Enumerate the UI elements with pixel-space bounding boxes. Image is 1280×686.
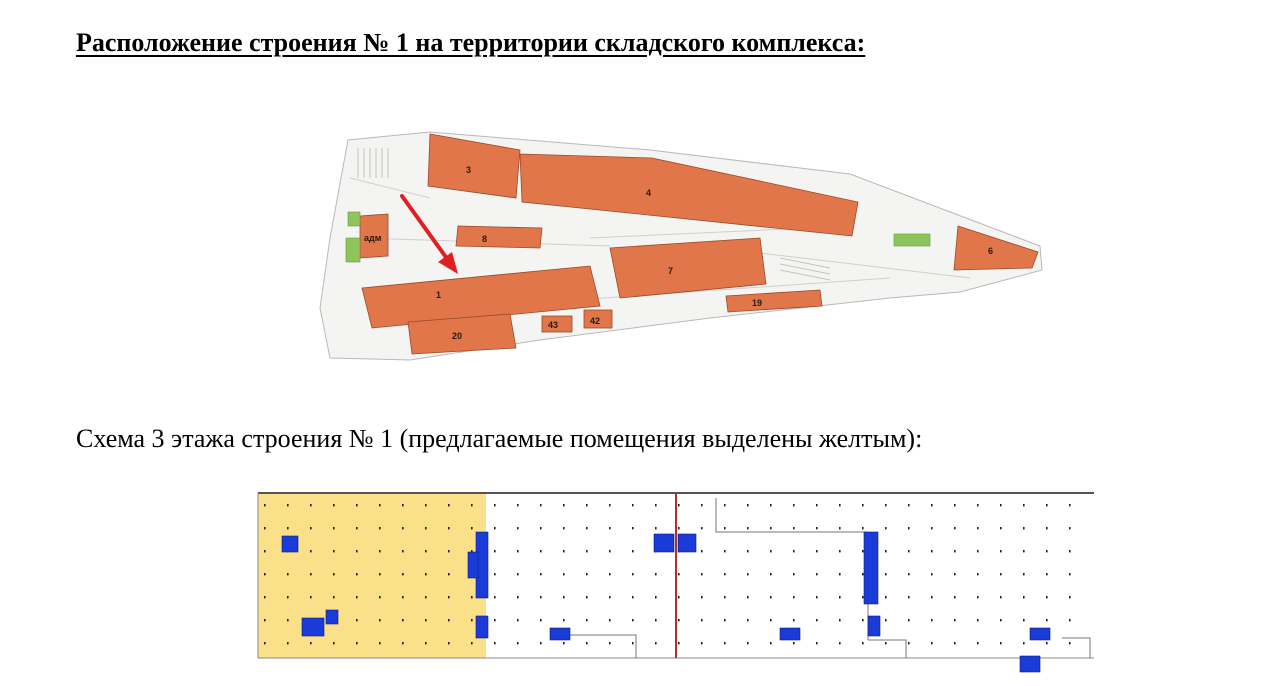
grid-column-mark [1023,573,1025,575]
grid-column-mark [954,596,956,598]
grid-column-mark [977,550,979,552]
building-label-43: 43 [548,320,559,330]
grid-column-mark [517,619,519,621]
grid-column-mark [839,573,841,575]
grid-column-mark [678,642,680,644]
grid-column-mark [402,642,404,644]
grid-column-mark [287,619,289,621]
grid-column-mark [1023,619,1025,621]
grid-column-mark [517,504,519,506]
grid-column-mark [425,642,427,644]
grid-column-mark [678,504,680,506]
grid-column-mark [264,642,266,644]
building-label-19: 19 [752,298,763,308]
grid-column-mark [494,527,496,529]
grid-column-mark [264,619,266,621]
grid-column-mark [977,504,979,506]
grid-column-mark [356,573,358,575]
grid-column-mark [724,573,726,575]
grid-column-mark [471,527,473,529]
grid-column-mark [885,573,887,575]
building-label-6: 6 [988,246,994,256]
grid-column-mark [862,504,864,506]
grid-column-mark [908,642,910,644]
grid-column-mark [724,642,726,644]
grid-column-mark [609,550,611,552]
grid-column-mark [632,504,634,506]
grid-column-mark [655,619,657,621]
grid-column-mark [931,596,933,598]
grid-column-mark [563,642,565,644]
grid-column-mark [678,619,680,621]
grid-column-mark [747,619,749,621]
grid-column-mark [862,527,864,529]
grid-column-mark [816,504,818,506]
grid-column-mark [379,504,381,506]
grid-column-mark [655,527,657,529]
grid-column-mark [793,596,795,598]
grid-column-mark [448,527,450,529]
building-label-1: 1 [436,290,442,300]
grid-column-mark [816,550,818,552]
grid-column-mark [885,619,887,621]
grid-column-mark [471,619,473,621]
grid-column-mark [586,573,588,575]
grid-column-mark [402,596,404,598]
grid-column-mark [1023,527,1025,529]
grid-column-mark [977,573,979,575]
grid-column-mark [747,527,749,529]
grid-column-mark [793,527,795,529]
grid-column-mark [632,573,634,575]
grid-column-mark [402,619,404,621]
grid-column-mark [1000,596,1002,598]
grid-column-mark [724,550,726,552]
building-8 [456,226,542,248]
grid-column-mark [954,504,956,506]
grid-column-mark [724,527,726,529]
grid-column-mark [839,504,841,506]
grid-column-mark [586,504,588,506]
grid-column-mark [586,642,588,644]
grid-column-mark [563,550,565,552]
grid-column-mark [310,527,312,529]
grid-column-mark [747,550,749,552]
grid-column-mark [586,527,588,529]
grid-column-mark [1000,550,1002,552]
grid-column-mark [793,619,795,621]
grid-column-mark [678,596,680,598]
grid-column-mark [264,596,266,598]
grid-column-mark [425,527,427,529]
grid-column-mark [977,596,979,598]
grid-column-mark [1046,504,1048,506]
grid-column-mark [908,527,910,529]
grid-column-mark [770,527,772,529]
grid-column-mark [471,642,473,644]
grid-column-mark [747,504,749,506]
grid-column-mark [356,504,358,506]
grid-column-mark [931,504,933,506]
grid-column-mark [425,596,427,598]
grid-column-mark [609,596,611,598]
grid-column-mark [425,504,427,506]
grid-column-mark [264,550,266,552]
grid-column-mark [632,550,634,552]
grid-column-mark [402,550,404,552]
grid-column-mark [977,619,979,621]
grid-column-mark [862,573,864,575]
grid-column-mark [678,527,680,529]
grid-column-mark [287,573,289,575]
grid-column-mark [540,596,542,598]
grid-column-mark [333,550,335,552]
grid-column-mark [839,596,841,598]
grid-column-mark [954,642,956,644]
grid-column-mark [1046,596,1048,598]
grid-column-mark [1046,573,1048,575]
grid-column-mark [954,527,956,529]
grid-column-mark [1000,504,1002,506]
grid-column-mark [655,596,657,598]
grid-column-mark [494,550,496,552]
grid-column-mark [862,642,864,644]
grid-column-mark [310,642,312,644]
grid-column-mark [494,573,496,575]
grid-column-mark [448,550,450,552]
grid-column-mark [540,550,542,552]
grid-column-mark [356,596,358,598]
grid-column-mark [885,642,887,644]
grid-column-mark [954,550,956,552]
grid-column-mark [287,504,289,506]
grid-column-mark [333,642,335,644]
grid-column-mark [1023,504,1025,506]
grid-column-mark [931,573,933,575]
grid-column-mark [977,527,979,529]
grid-column-mark [931,550,933,552]
grid-column-mark [540,642,542,644]
grid-column-mark [655,573,657,575]
grid-column-mark [954,619,956,621]
building-label-7: 7 [668,266,674,276]
grid-column-mark [770,596,772,598]
grid-column-mark [724,596,726,598]
grid-column-mark [701,527,703,529]
grid-column-mark [1046,550,1048,552]
grid-column-mark [333,504,335,506]
grid-column-mark [448,596,450,598]
offered-premises-highlight [258,494,486,658]
inner-partitions [568,498,1090,658]
grid-column-mark [908,550,910,552]
grid-column-mark [839,642,841,644]
grid-column-mark [379,596,381,598]
grid-column-mark [770,573,772,575]
site-location-heading: Расположение строения № 1 на территории складского комплекса: [76,28,866,57]
grid-column-mark [310,573,312,575]
grid-column-mark [908,596,910,598]
grid-column-mark [816,619,818,621]
grid-column-mark [333,527,335,529]
grid-column-mark [402,573,404,575]
grid-column-mark [494,642,496,644]
grid-column-mark [885,527,887,529]
building-label-42: 42 [590,316,601,326]
grid-column-mark [747,573,749,575]
grid-column-mark [954,573,956,575]
grid-column-mark [310,504,312,506]
building-label-8: 8 [482,234,488,244]
grid-column-mark [1023,596,1025,598]
grid-column-mark [885,596,887,598]
grid-column-mark [494,504,496,506]
building-label-3: 3 [466,165,472,175]
grid-column-mark [356,619,358,621]
grid-column-mark [793,504,795,506]
grid-column-mark [908,619,910,621]
grid-column-mark [632,642,634,644]
grid-column-mark [356,527,358,529]
grid-column-mark [379,550,381,552]
grid-column-mark [448,504,450,506]
grid-column-mark [517,596,519,598]
grid-column-mark [931,642,933,644]
grid-column-mark [701,504,703,506]
grid-column-mark [793,573,795,575]
grid-column-mark [655,642,657,644]
grid-column-mark [609,642,611,644]
grid-column-mark [862,619,864,621]
grid-column-mark [839,527,841,529]
grid-column-mark [333,596,335,598]
grid-column-mark [701,642,703,644]
grid-column-mark [402,504,404,506]
grid-column-mark [379,527,381,529]
grid-column-mark [425,619,427,621]
grid-column-mark [517,573,519,575]
building-label-20: 20 [452,331,463,341]
grid-column-mark [701,596,703,598]
grid-column-mark [563,527,565,529]
grid-column-mark [310,550,312,552]
grid-column-mark [770,550,772,552]
grid-column-mark [1023,642,1025,644]
grid-column-mark [770,504,772,506]
grid-column-mark [885,550,887,552]
grid-column-mark [494,596,496,598]
grid-column-mark [793,550,795,552]
grid-column-mark [471,596,473,598]
grid-column-mark [609,527,611,529]
grid-column-mark [379,619,381,621]
grid-column-mark [540,573,542,575]
grid-column-mark [770,619,772,621]
grid-column-mark [586,596,588,598]
grid-column-mark [632,619,634,621]
grid-column-mark [632,596,634,598]
grid-column-mark [287,596,289,598]
grid-column-mark [333,573,335,575]
grid-column-mark [356,550,358,552]
grid-column-mark [287,527,289,529]
grid-column-mark [287,642,289,644]
grid-column-mark [1000,573,1002,575]
grid-column-mark [402,527,404,529]
grid-column-mark [540,527,542,529]
grid-column-mark [1069,619,1071,621]
grid-column-mark [494,619,496,621]
grid-column-mark [931,527,933,529]
grid-column-mark [724,619,726,621]
grid-column-mark [1046,642,1048,644]
grid-column-mark [425,573,427,575]
grid-column-mark [379,642,381,644]
grid-column-mark [747,596,749,598]
grid-column-mark [356,642,358,644]
grid-column-mark [264,527,266,529]
grid-column-mark [1069,596,1071,598]
grid-column-mark [908,573,910,575]
grid-column-mark [1046,619,1048,621]
floor-scheme-heading: Схема 3 этажа строения № 1 (предлагаемые помещения выделены желтым): [76,424,923,453]
grid-column-mark [1000,642,1002,644]
grid-column-mark [793,642,795,644]
grid-column-mark [1069,527,1071,529]
grid-column-mark [379,573,381,575]
grid-column-mark [425,550,427,552]
grid-column-mark [563,596,565,598]
floor-3-plan [256,490,1096,680]
grid-column-mark [264,573,266,575]
grid-column-mark [563,573,565,575]
grid-column-mark [816,527,818,529]
grid-column-mark [609,573,611,575]
grid-column-mark [264,504,266,506]
grid-column-mark [862,596,864,598]
grid-column-mark [310,596,312,598]
grid-column-mark [701,573,703,575]
grid-column-mark [931,619,933,621]
grid-column-mark [517,550,519,552]
grid-column-mark [1069,642,1071,644]
site-plan-map [290,78,1050,408]
grid-column-mark [701,619,703,621]
grid-column-mark [517,642,519,644]
grid-column-mark [701,550,703,552]
grid-column-mark [655,504,657,506]
grid-column-mark [1046,527,1048,529]
grid-column-mark [816,642,818,644]
grid-column-mark [747,642,749,644]
grid-column-mark [448,619,450,621]
grid-column-mark [1069,573,1071,575]
grid-column-mark [816,596,818,598]
grid-column-mark [839,550,841,552]
grid-column-mark [724,504,726,506]
grid-column-mark [540,619,542,621]
grid-column-mark [885,504,887,506]
grid-column-mark [609,504,611,506]
grid-column-mark [1000,527,1002,529]
grid-column-mark [448,642,450,644]
grid-column-mark [839,619,841,621]
grid-column-mark [471,504,473,506]
grid-column-mark [678,573,680,575]
grid-column-mark [632,527,634,529]
grid-column-mark [609,619,611,621]
grid-column-mark [563,504,565,506]
grid-column-mark [1069,550,1071,552]
grid-column-mark [1000,619,1002,621]
grid-column-mark [586,550,588,552]
building-label-4: 4 [646,188,652,198]
grid-column-mark [1023,550,1025,552]
grid-column-mark [540,504,542,506]
grid-column-mark [816,573,818,575]
grid-column-mark [908,504,910,506]
building-label-adm: адм [364,233,382,243]
grid-column-mark [517,527,519,529]
grid-column-mark [448,573,450,575]
grid-column-mark [1069,504,1071,506]
grid-column-mark [977,642,979,644]
grid-column-mark [770,642,772,644]
grid-column-mark [862,550,864,552]
grid-column-mark [563,619,565,621]
grid-column-mark [586,619,588,621]
